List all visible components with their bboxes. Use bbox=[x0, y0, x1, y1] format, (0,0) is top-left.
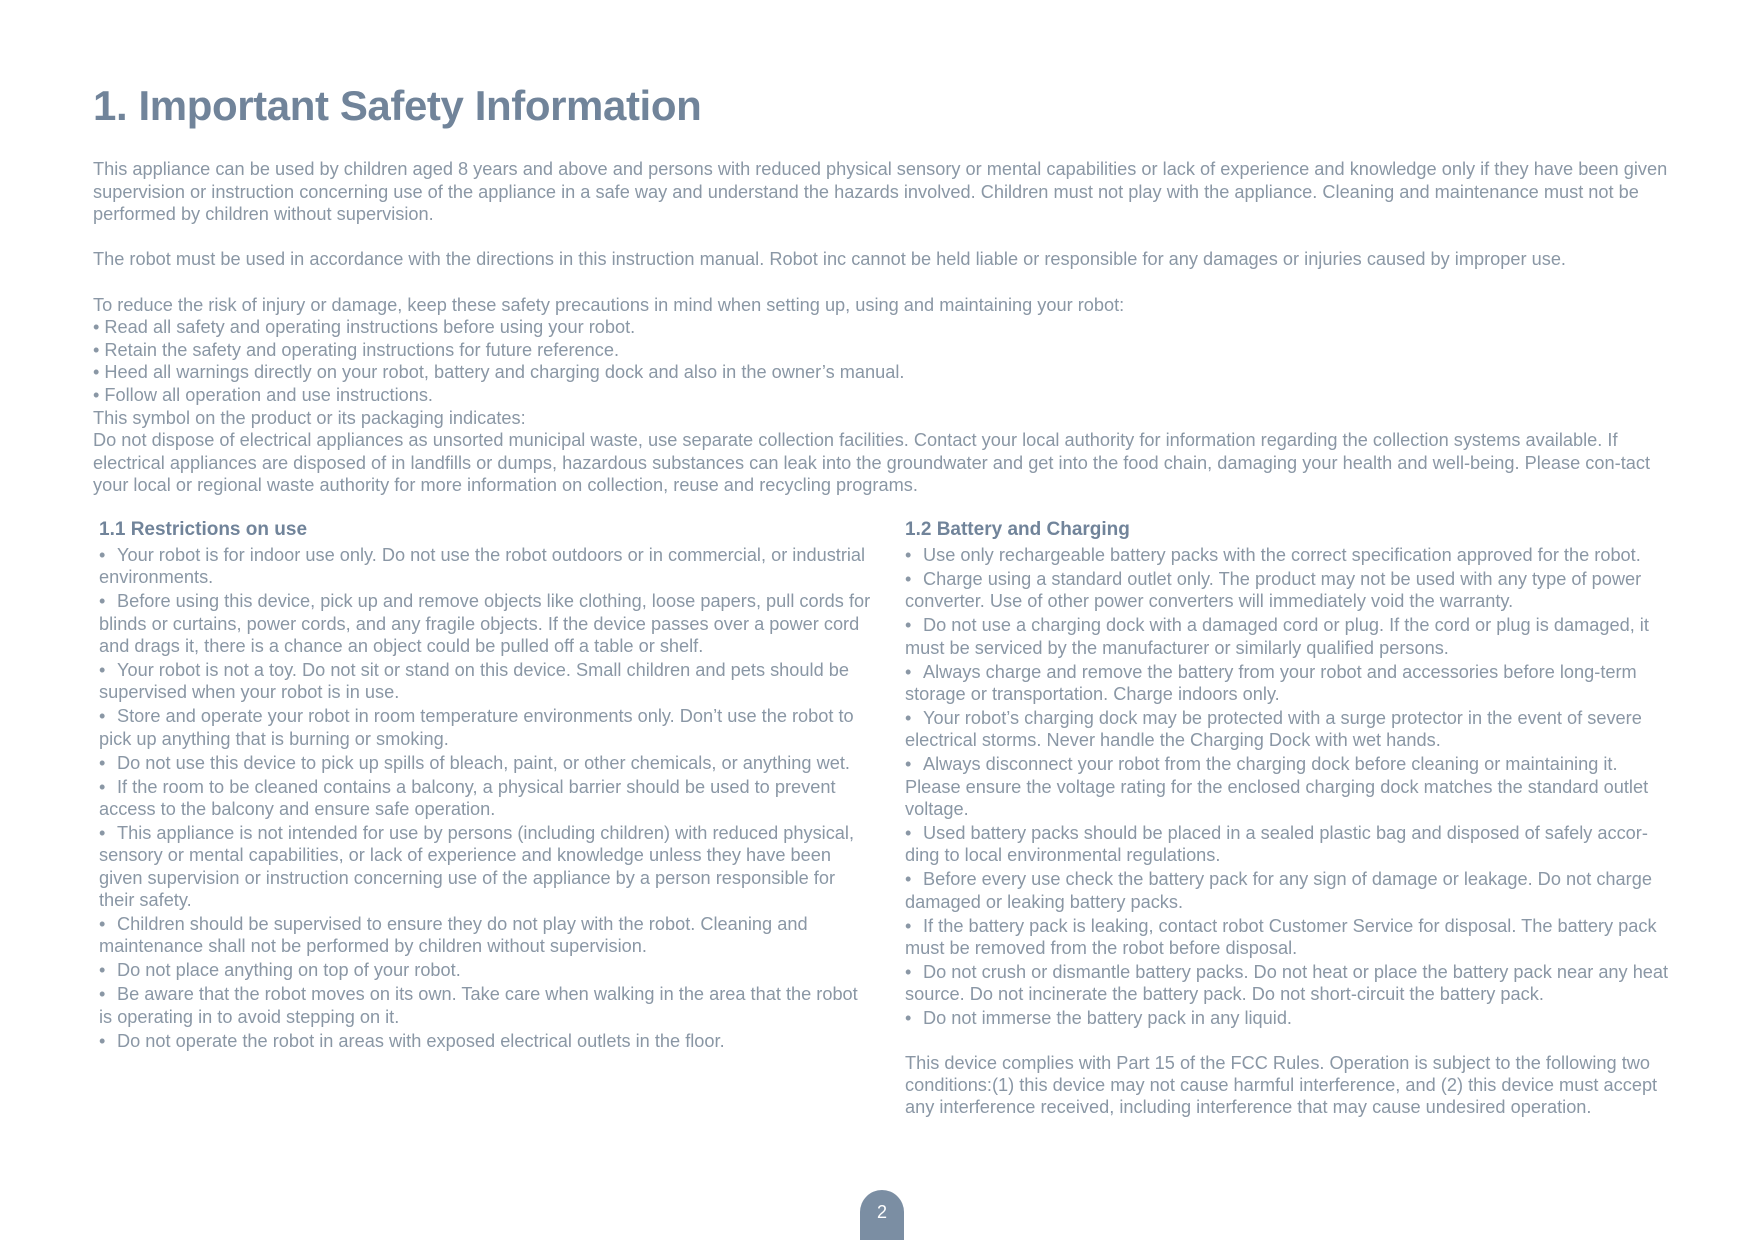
list-item: • Be aware that the robot moves on its own. Take care when walking in the area that the robot is operating in to avoid stepping on it. bbox=[99, 984, 858, 1027]
bullet-icon: • bbox=[99, 960, 106, 981]
battery-heading: 1.2 Battery and Charging bbox=[905, 519, 1130, 540]
list-item: • Before using this device, pick up and remove objects like clothing, loose papers, pull cords for blinds or curtains, power cords, and any fragile objects. If the device passes over a power cord and drags it, there is a chance an object could be pulled off a table or shelf. bbox=[99, 591, 871, 657]
list-item: • Store and operate your robot in room temperature environments only. Don’t use the robot to pick up anything that is burning or smoking. bbox=[99, 706, 854, 749]
list-item: • Always disconnect your robot from the charging dock before cleaning or maintaining it. Please ensure the voltage rating for the enclosed charging dock matches the standard outlet voltage. bbox=[905, 754, 1649, 819]
bullet-icon: • bbox=[905, 661, 912, 682]
restrictions-list bbox=[99, 544, 874, 1052]
bullet-icon: • bbox=[905, 545, 912, 565]
list-item: • Your robot’s charging dock may be protected with a surge protector in the event of severe electrical storms. Never handle the Charging Dock with wet hands. bbox=[905, 707, 1642, 751]
bullet-icon: • bbox=[99, 752, 106, 773]
bullet-icon: • bbox=[905, 961, 912, 982]
bullet-icon: • bbox=[99, 822, 106, 843]
list-item: • This appliance is not intended for use by persons (including children) with reduced physical, sensory or mental capabilities, or lack of experience and knowledge unless they have been given supervision or instruction concerning use of the appliance by a person responsible for their safety. bbox=[99, 822, 855, 911]
restrictions-heading: 1.1 Restrictions on use bbox=[99, 519, 308, 540]
list-item: • Do not use this device to pick up spills of bleach, paint, or other chemicals, or anything wet. bbox=[99, 752, 850, 773]
list-item: • Children should be supervised to ensure they do not play with the robot. Cleaning and maintenance shall not be performed by children without supervision. bbox=[99, 914, 808, 957]
bullet-icon: • bbox=[99, 776, 106, 797]
restrictions-column bbox=[99, 518, 874, 1053]
bullet-icon: • bbox=[905, 869, 912, 890]
list-item: • Use only rechargeable battery packs with the correct specification approved for the robot. bbox=[905, 545, 1641, 565]
intro-disposal-paragraph: Do not dispose of electrical appliances as unsorted municipal waste, use separate collection facilities. Contact your local authority for information regarding the collection systems available. If electrical appliances are disposed of in landfills or dumps, hazardous substances can leak into the groundwater and get into the food chain, damaging your health and well-being. Please con-tact your local or regional waste authority for more information on collection, reuse and recycling programs. bbox=[93, 430, 1651, 496]
bullet-icon: • bbox=[99, 984, 106, 1005]
bullet-icon: • bbox=[905, 707, 912, 728]
intro-bullet: • Retain the safety and operating instructions for future reference. bbox=[93, 339, 620, 360]
intro-paragraph-liability: The robot must be used in accordance with the directions in this instruction manual. Robot inc cannot be held liable or responsible for any damages or injuries caused by improper use. bbox=[93, 249, 1566, 270]
intro-bullet: • Read all safety and operating instructions before using your robot. bbox=[93, 317, 636, 338]
page-number-tab: 2 bbox=[860, 1190, 904, 1240]
intro-section bbox=[93, 158, 1683, 497]
bullet-icon: • bbox=[99, 545, 106, 565]
list-item: • Charge using a standard outlet only. The product may not be used with any type of power converter. Use of other power converters will immediately void the warranty. bbox=[905, 568, 1642, 612]
list-item: • Always charge and remove the battery from your robot and accessories before long-term storage or transportation. Charge indoors only. bbox=[905, 661, 1637, 704]
list-item: • Used battery packs should be placed in a sealed plastic bag and disposed of safely accor-ding to local environmental regulations. bbox=[905, 822, 1648, 866]
bullet-icon: • bbox=[905, 568, 912, 589]
bullet-icon: • bbox=[99, 660, 106, 681]
intro-bullet: • Heed all warnings directly on your robot, battery and charging dock and also in the owner’s manual. bbox=[93, 362, 905, 383]
list-item: • If the room to be cleaned contains a balcony, a physical barrier should be used to prevent access to the balcony and ensure safe operation. bbox=[99, 776, 836, 819]
list-item: • Your robot is not a toy. Do not sit or stand on this device. Small children and pets should be supervised when your robot is in use. bbox=[99, 660, 849, 703]
intro-symbol-line: This symbol on the product or its packaging indicates: bbox=[93, 407, 526, 428]
bullet-icon: • bbox=[905, 754, 912, 775]
list-item: • Do not use a charging dock with a damaged cord or plug. If the cord or plug is damaged, it must be serviced by the manufacturer or similarly qualified persons. bbox=[905, 615, 1649, 658]
bullet-icon: • bbox=[905, 822, 912, 843]
list-item: • Your robot is for indoor use only. Do not use the robot outdoors or in commercial, or industrial environments. bbox=[99, 545, 866, 588]
bullet-icon: • bbox=[99, 591, 106, 612]
list-item: • Do not immerse the battery pack in any liquid. bbox=[905, 1008, 1292, 1029]
intro-paragraph-precautions: To reduce the risk of injury or damage, keep these safety precautions in mind when setting up, using and maintaining your robot: bbox=[93, 294, 1125, 315]
bullet-icon: • bbox=[905, 1008, 912, 1029]
intro-bullet: • Follow all operation and use instructions. bbox=[93, 384, 433, 405]
list-item: • Do not crush or dismantle battery packs. Do not heat or place the battery pack near any heat source. Do not incinerate the battery pack. Do not short-circuit the battery pack. bbox=[905, 961, 1669, 1005]
battery-list bbox=[905, 544, 1675, 1030]
list-item: • Do not place anything on top of your robot. bbox=[99, 960, 461, 981]
intro-paragraph-supervision: This appliance can be used by children aged 8 years and above and persons with reduced physical sensory or mental capabilities or lack of experience and knowledge only if they have been given supervision or instruction concerning use of the appliance in a safe way and understand the hazards involved. Children must not play with the appliance. Cleaning and maintenance must not be performed by children without supervision. bbox=[93, 159, 1668, 225]
bullet-icon: • bbox=[99, 914, 106, 934]
list-item: • Before every use check the battery pack for any sign of damage or leakage. Do not charge damaged or leaking battery packs. bbox=[905, 869, 1652, 912]
page-title: 1. Important Safety Information bbox=[93, 82, 702, 129]
battery-column bbox=[905, 518, 1675, 1137]
bullet-icon: • bbox=[99, 1030, 106, 1051]
bullet-icon: • bbox=[99, 706, 106, 727]
list-item: • Do not operate the robot in areas with exposed electrical outlets in the floor. bbox=[99, 1030, 725, 1051]
fcc-compliance-notice: This device complies with Part 15 of the FCC Rules. Operation is subject to the following two conditions:(1) this device may not cause harmful interference, and (2) this device must accept any interference received, including interference that may cause undesired operation. bbox=[905, 1052, 1658, 1118]
bullet-icon: • bbox=[905, 615, 912, 636]
bullet-icon: • bbox=[905, 915, 912, 936]
list-item: • If the battery pack is leaking, contact robot Customer Service for disposal. The battery pack must be removed from the robot before disposal. bbox=[905, 915, 1657, 958]
